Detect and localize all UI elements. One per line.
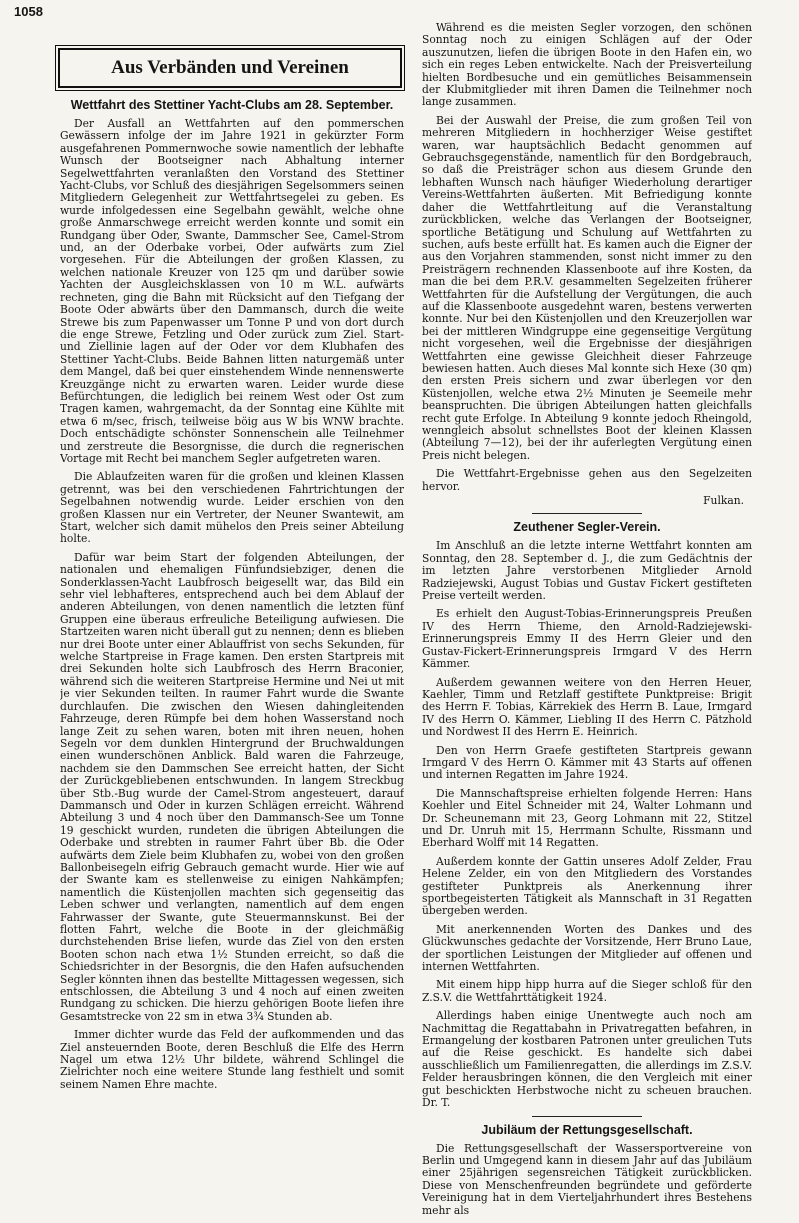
paragraph: Immer dichter wurde das Feld der aufkommenden und das Ziel ansteuernden Boote, deren Beschluß die Elfe des Herrn Nagel um etwa 12½ Uhr bildete, während Schlingel die Zielrichter noch eine weitere Stunde lang festhielt und somit seinem Namen Ehre machte. — [60, 1028, 404, 1091]
paragraph: Die Rettungsgesellschaft der Wassersportvereine von Berlin und Umgegend kann in diesem Jahr auf das Jubiläum einer 25jährigen segensreichen Tätigkeit zurückblicken. Diese von Menschenfreunden begründete und geförderte Vereinigung hat in dem Vierteljahrhundert ihres Bestehens mehr als — [422, 1141, 752, 1217]
paragraph: Den von Herrn Graefe gestifteten Startpreis gewann Irmgard V des Herrn O. Kämmer mit 43 Starts auf offenen und internen Regatten im Jahre 1924. — [422, 743, 752, 782]
divider — [532, 513, 642, 514]
paragraph: Der Ausfall an Wettfahrten auf den pommerschen Gewässern infolge der im Jahre 1921 in gekürzter Form ausgefahrenen Pommernwoche sowie namentlich der lebhafte Wunsch der Bootseigner nach Abhaltung interner Segelwettfahrten veranlaßten den Vorstand des Stettiner Yacht-Clubs, vor Schluß des diesjährigen Segelsommers seinen Mitgliedern Gelegenheit zur Wettfahrtsegelei zu geben. Es wurde infolgedessen eine Segelbahn gewählt, welche ohne große Anmarschwege erreicht werden konnte und somit ein Rundgang über Oder, Swante, Dammscher See, Camel-Strom und, an der Oderbake vorbei, Oder aufwärts zum Ziel vorgesehen. Für die Abteilungen der großen Klassen, zu welchen nationale Kreuzer von 125 qm und darüber sowie Yachten der Ausgleichsklassen von 10 m W.L. aufwärts rechneten, ging die Bahn mit Rücksicht auf den Tiefgang der Boote Oder abwärts über den Dammansch, durch die weite Strewe bis zum Papenwasser um Tonne P und von dort durch die enge Strewe, Fetzling und Oder zurück zum Ziel. Start- und Ziellinie lagen auf der Oder vor dem Klubhafen des Stettiner Yacht-Clubs. Beide Bahnen litten naturgemäß unter dem Mangel, daß bei quer einstehendem Winde nennenswerte Kreuzgänge nicht zu erwarten waren. Leider wurde diese Befürchtungen, die lediglich bei reinem West oder Ost zum Tragen kamen, wahrgemacht, da der Sonntag eine Kühlte mit etwa 6 m/sec, frisch, teilweise böig aus W bis WNW brachte. Doch entschädigte schönster Sonnenschein alle Teilnehmer und zerstreute die Besorgnisse, die durch die regnerischen Vortage mit Recht bei manchem Segler aufgetreten waren. — [60, 117, 404, 465]
left-column — [60, 92, 404, 1097]
paragraph: Mit einem hipp hipp hurra auf die Sieger schloß für den Z.S.V. die Wettfahrttätigkeit 1924. — [422, 978, 752, 1004]
paragraph: Während es die meisten Segler vorzogen, den schönen Sonntag noch zu einigen Schlägen auf der Oder auszunutzen, liefen die übrigen Boote in den Hafen ein, wo sich ein reges Leben entwickelte. Nach der Preisverteilung hielten Bordbesuche und ein gemütliches Beisammensein der Klubmitglieder mit ihren Damen die Teilnehmer noch lange zusammen. — [422, 22, 752, 109]
paragraph: Dafür war beim Start der folgenden Abteilungen, der nationalen und ehemaligen Fünfundsiebziger, denen die Sonderklassen-Yacht Laubfrosch beigesellt war, das Bild ein sehr viel lebhafteres, entsprechend auch bei dem Ablauf der anderen Abteilungen, von denen namentlich die letzten fünf Gruppen eine überaus erfreuliche Beteiligung aufwiesen. Die Startzeiten waren nicht überall gut zu nennen; denn es blieben nur drei Boote unter einer Ablauffrist von sechs Sekunden, für welche Startpreise in Frage kamen. Den ersten Startpreis mit drei Sekunden holte sich Laubfrosch des Herrn Braconier, während sich die weiteren Startpreise Hermine und Nei ut mit je vier Sekunden teilten. In raumer Fahrt wurde die Swante durchlaufen. Die zwischen den Wiesen dahingleitenden Fahrzeuge, deren Rümpfe bei dem hohen Wasserstand noch lange Zeit zu sehen waren, boten mit ihren neuen, hohen Segeln vor dem dunklen Hintergrund der Bruchwaldungen einen wunderschönen Anblick. Bald waren die Fahrzeuge, nachdem sie den Dammschen See erreicht hatten, der Sicht der Zurückgebliebenen entschwunden. In langem Streckbug über Stb.-Bug wurde der Camel-Strom angesteuert, darauf Dammansch und Oder in kurzen Schlägen erreicht. Während Abteilung 3 und 4 noch über den Dammansch-See um Tonne 19 geschickt wurden, rundeten die übrigen Abteilungen die Oderbake und strebten in raumer Fahrt über Bb. die Oder aufwärts dem Ziele beim Klubhafen zu, wobei von den großen Ballonbeisegeln eifrig Gebrauch gemacht wurde. Hier wie auf der Swante kam es stellenweise zu einigen Nahkämpfen; namentlich die Küstenjollen machten sich gegenseitig das Leben schwer und verlangten, namentlich auf dem engen Fahrwasser der Swante, gute Steuermannskunst. Bei der flotten Fahrt, welche die Boote in der gleichmäßig durchstehenden Brise liefen, wurde das Ziel von den ersten Booten schon nach etwa 1½ Stunden erreicht, so daß die Schiedsrichter in der Besorgnis, die den Hafen aufsuchenden Segler könnten ihnen das bestellte Mittagessen wegessen, sich entschlossen, die Abteilung 3 und 4 noch auf einen zweiten Rundgang zu schicken. Die hierzu gehörigen Boote liefen ihre Gesamtstrecke von 22 sm in etwa 3¾ Stunden ab. — [60, 550, 404, 1023]
paragraph: Allerdings haben einige Unentwegte auch noch am Nachmittag die Regattabahn in Privatregatten befahren, in Ermangelung der kostbaren Patronen unter greulichen Tuts auf die Reise geschickt. Es handelte sich dabei ausschließlich um Familienregatten, die allerdings im Z.S.V. Felder herausbringen können, die den Vergleich mit einer gut beschickten Herbstwoche nicht zu scheuen brauchen. Dr. T. — [422, 1009, 752, 1110]
right-column — [422, 22, 752, 1223]
page-number: 1058 — [14, 4, 43, 19]
paragraph: Die Mannschaftspreise erhielten folgende Herren: Hans Koehler und Eitel Schneider mit 24, Walter Lohmann und Dr. Scheunemann mit 23, Georg Lohmann mit 22, Stitzel und Dr. Unruh mit 15, Herrmann Schulte, Rissmann und Eberhard Wolff mit 14 Regatten. — [422, 786, 752, 850]
article-title-yacht-club: Wettfahrt des Stettiner Yacht-Clubs am 28. September. — [70, 98, 394, 112]
paragraph: Bei der Auswahl der Preise, die zum großen Teil von mehreren Mitgliedern in hochherziger Weise gestiftet waren, war hauptsächlich Bedacht genommen auf Gebrauchsgegenstände, namentlich für den Bordgebrauch, so daß die Preisträger schon aus diesem Grunde den lebhaften Wunsch nach häufiger Wiederholung derartiger Vereins-Wettfahrten äußerten. Mit Befriedigung konnte daher die Wettfahrtleitung auf die Veranstaltung zurückblicken, welche das Verlangen der Bootseigner, sportliche Betätigung und Schulung auf Wettfahrten zu suchen, aufs beste erfüllt hat. Es kamen auch die Eigner der aus den Vorjahren stammenden, sonst nicht immer zu den Preisträgern rechnenden Klassenboote auf ihre Kosten, da man die bei dem P.R.V. gesammelten Segelzeiten früherer Wettfahrten für die Aufstellung der Vergütungen, die auch auf die Klassenboote ausgedehnt waren, bestens verwerten konnte. Nur bei den Küstenjollen und den Kreuzerjollen war bei der mittleren Windgruppe eine gegenseitige Vergütung nicht vorgesehen, weil die Ergebnisse der diesjährigen Wettfahrten eine gewisse Gleichheit dieser Fahrzeuge bewiesen hatten. Auch dieses Mal konnte sich Hexe (30 qm) den ersten Preis sichern und zwar überlegen vor den Küstenjollen, welche etwa 2½ Minuten je Seemeile mehr beanspruchten. Die übrigen Abteilungen hatten gleichfalls recht gute Erfolge. In Abteilung 9 konnte jedoch Rheingold, wenngleich absolut schnellstes Boot der kleinen Klassen (Abteilung 7—12), bei der ihr auferlegten Vergütung einen Preis nicht belegen. — [422, 113, 752, 462]
divider — [532, 1116, 642, 1117]
paragraph: Die Ablaufzeiten waren für die großen und kleinen Klassen getrennt, was bei den verschiedenen Fahrtrichtungen der Segelbahnen notwendig wurde. Leider erschien von den großen Klassen nur ein Vertreter, der Neuner Swantewit, am Start, welcher sich damit mühelos den Preis seiner Abteilung holte. — [60, 470, 404, 546]
article-title-zeuthen: Zeuthener Segler-Verein. — [513, 520, 661, 535]
paragraph: Mit anerkennenden Worten des Dankes und des Glückwunsches gedachte der Vorsitzende, Herr Bruno Laue, der sportlichen Leistungen der Mitglieder auf offenen und internen Wettfahrten. — [422, 922, 752, 974]
paragraph: Es erhielt den August-Tobias-Erinnerungspreis Preußen IV des Herrn Thieme, den Arnold-Radziejewski-Erinnerungspreis Emmy II des Herrn Gleier und den Gustav-Fickert-Erinnerungspreis Irmgard V des Herrn Kämmer. — [422, 607, 752, 671]
paragraph: Außerdem konnte der Gattin unseres Adolf Zelder, Frau Helene Zelder, ein von den Mitgliedern des Vorstandes gestifteter Punktpreis als Anerkennung ihrer sportbegeisterten Tätigkeit als Mannschaft in 31 Regatten übergeben werden. — [422, 854, 752, 918]
article-title-jubilee: Jubiläum der Rettungsgesellschaft. — [481, 1122, 693, 1137]
signature: Fulkan. — [703, 494, 744, 508]
paragraph: Im Anschluß an die letzte interne Wettfahrt konnten am Sonntag, den 28. September d. J., die zum Gedächtnis der im letzten Jahre verstorbenen Mitglieder Arnold Radziejewski, August Tobias und Gustav Fickert gestifteten Preise verteilt werden. — [422, 539, 752, 603]
paragraph: Außerdem gewannen weitere von den Herren Heuer, Kaehler, Timm und Retzlaff gestiftete Punktpreise: Brigit des Herrn F. Tobias, Kärrekiek des Herrn B. Laue, Irmgard IV des Herrn O. Kämmer, Liebling II des Herrn C. Pätzhold und Nordwest II des Herrn E. Heinrich. — [422, 675, 752, 739]
section-banner: Aus Verbänden und Vereinen — [58, 48, 402, 88]
paragraph: Die Wettfahrt-Ergebnisse gehen aus den Segelzeiten hervor. — [422, 467, 752, 493]
